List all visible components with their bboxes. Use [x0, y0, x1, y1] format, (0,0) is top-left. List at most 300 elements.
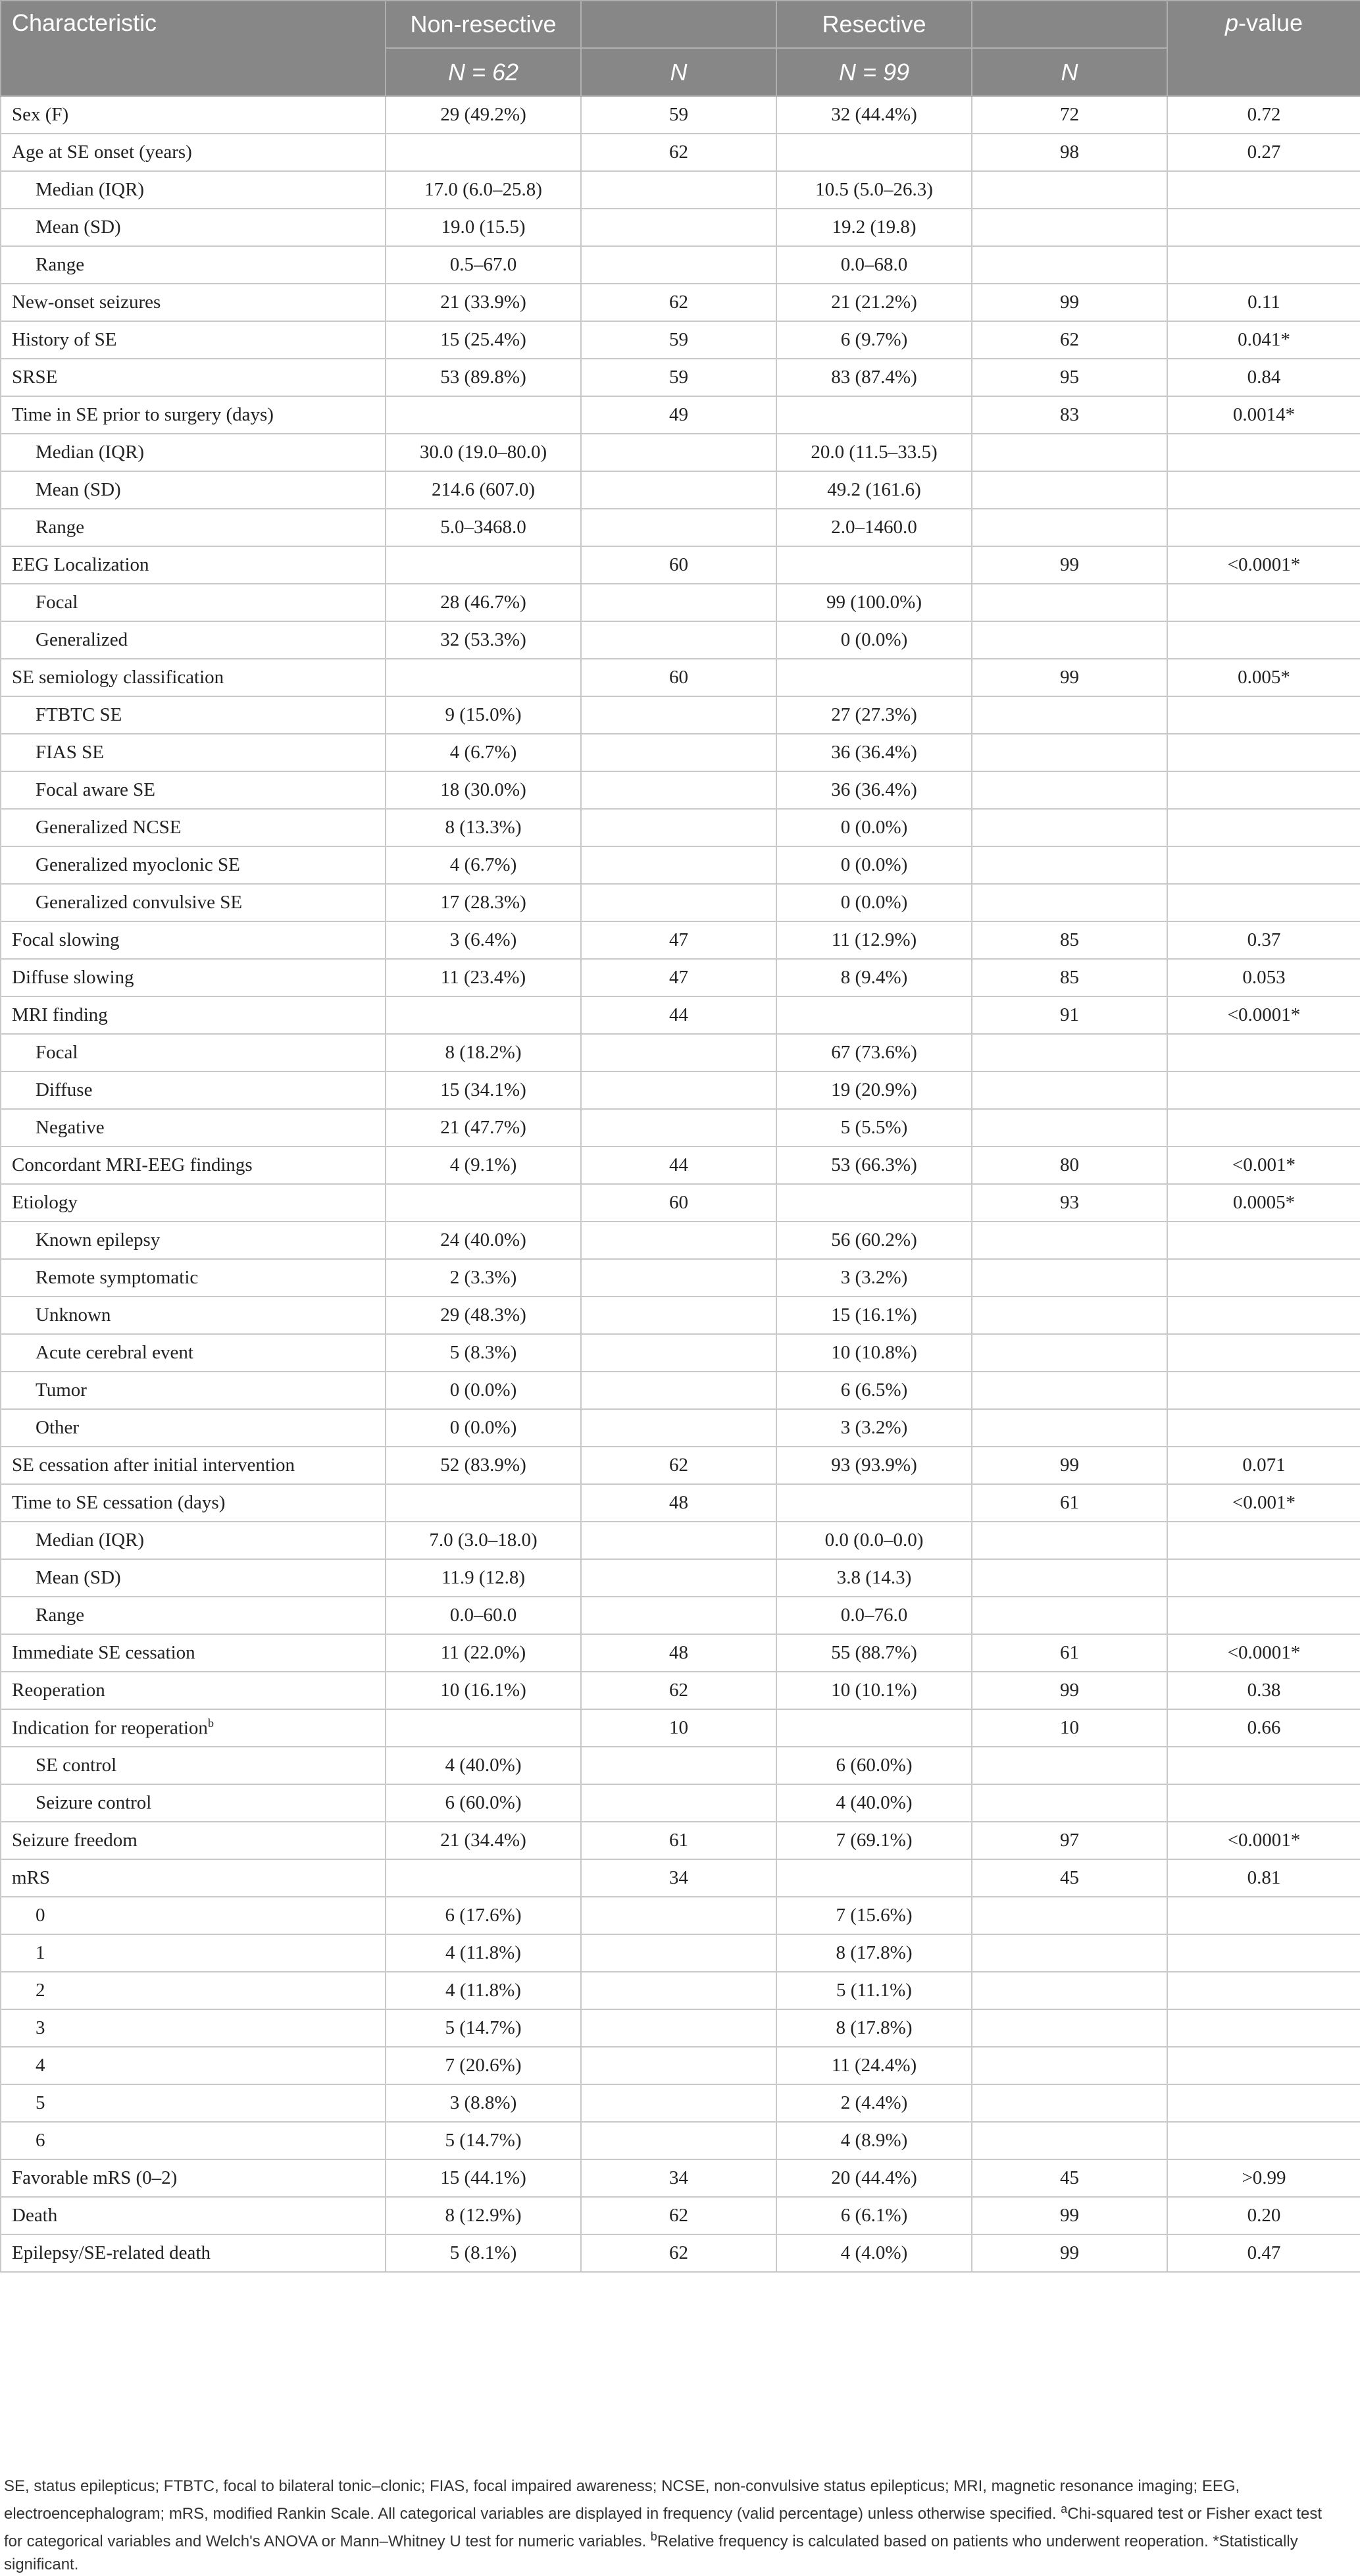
cell-p-value [1167, 1447, 1360, 1484]
table-row [1, 1222, 1360, 1259]
cell-non-resective [386, 2122, 581, 2159]
cell-n-non-resective [581, 1071, 776, 1109]
cell-non-resective [386, 2234, 581, 2272]
cell-n-non-resective [581, 1597, 776, 1634]
cell-n-non-resective [581, 621, 776, 659]
cell-resective [776, 1334, 972, 1372]
cell-non-resective [386, 996, 581, 1034]
cell-non-resective-text: 15 (34.1%) [440, 1079, 526, 1100]
cell-non-resective [386, 1709, 581, 1747]
cell-n-non-resective [581, 1672, 776, 1709]
table-row [1, 209, 1360, 246]
table-row [1, 1034, 1360, 1071]
cell-p-value [1167, 996, 1360, 1034]
cell-characteristic-text: EEG Localization [12, 554, 149, 575]
cell-resective [776, 434, 972, 471]
table-row [1, 659, 1360, 696]
table-row [1, 2197, 1360, 2234]
cell-non-resective [386, 1222, 581, 1259]
cell-p-value-text: 0.053 [1242, 967, 1286, 988]
cell-resective [776, 1672, 972, 1709]
cell-non-resective-text: 0.5–67.0 [449, 254, 517, 275]
cell-n-non-resective [581, 2197, 776, 2234]
cell-characteristic-text: Focal slowing [12, 929, 120, 950]
cell-n-resective [972, 1146, 1167, 1184]
cell-n-non-resective [581, 921, 776, 959]
cell-non-resective-text: 4 (40.0%) [445, 1755, 522, 1776]
cell-n-resective [972, 1747, 1167, 1784]
footnote-note-b: Relative frequency is calculated based on patients who underwent reoperation. *Statistically significant. [4, 2533, 1298, 2573]
cell-p-value-text: 0.47 [1247, 2242, 1281, 2263]
cell-n-non-resective-text: 47 [669, 967, 688, 988]
cell-n-resective-text: 99 [1060, 667, 1079, 688]
cell-resective-text: 0 (0.0%) [840, 892, 908, 913]
cell-non-resective [386, 546, 581, 584]
cell-n-resective [972, 1184, 1167, 1222]
cell-n-non-resective [581, 321, 776, 359]
cell-p-value [1167, 1522, 1360, 1559]
cell-non-resective [386, 884, 581, 921]
cell-non-resective-text: 4 (6.7%) [449, 742, 517, 763]
cell-characteristic [1, 1634, 386, 1672]
cell-resective-text: 5 (11.1%) [836, 1980, 912, 2001]
table-row [1, 1447, 1360, 1484]
cell-characteristic [1, 2234, 386, 2272]
cell-non-resective [386, 434, 581, 471]
table-row [1, 96, 1360, 134]
cell-non-resective-text: 5 (14.7%) [445, 2017, 522, 2038]
cell-characteristic [1, 1484, 386, 1522]
cell-characteristic-text: Median (IQR) [36, 442, 145, 463]
cell-p-value [1167, 434, 1360, 471]
cell-characteristic-text: New-onset seizures [12, 292, 161, 313]
cell-non-resective-text: 15 (25.4%) [440, 329, 526, 350]
table-row [1, 1897, 1360, 1934]
cell-characteristic [1, 1184, 386, 1222]
cell-characteristic [1, 1372, 386, 1409]
cell-characteristic-text: Generalized [36, 629, 128, 650]
table-row [1, 1484, 1360, 1522]
cell-p-value [1167, 2122, 1360, 2159]
cell-n-resective [972, 1222, 1167, 1259]
cell-characteristic [1, 1034, 386, 1071]
cell-n-resective [972, 434, 1167, 471]
cell-non-resective-text: 7.0 (3.0–18.0) [429, 1530, 538, 1551]
cell-characteristic-text: History of SE [12, 329, 117, 350]
cell-n-resective [972, 1372, 1167, 1409]
cell-non-resective [386, 1634, 581, 1672]
cell-resective [776, 1034, 972, 1071]
table-row [1, 1972, 1360, 2009]
cell-n-resective-text: 80 [1060, 1154, 1079, 1175]
cell-characteristic-text: Immediate SE cessation [12, 1642, 195, 1663]
cell-characteristic-text: Other [36, 1417, 80, 1438]
cell-n-resective [972, 2197, 1167, 2234]
cell-resective [776, 1859, 972, 1897]
cell-resective [776, 171, 972, 209]
cell-resective [776, 1522, 972, 1559]
cell-characteristic [1, 321, 386, 359]
cell-n-non-resective-text: 44 [669, 1004, 688, 1025]
cell-non-resective [386, 1484, 581, 1522]
cell-n-non-resective [581, 96, 776, 134]
cell-non-resective-text: 6 (17.6%) [445, 1905, 522, 1926]
cell-p-value [1167, 284, 1360, 321]
cell-non-resective [386, 246, 581, 284]
cell-n-non-resective [581, 1859, 776, 1897]
cell-non-resective [386, 1409, 581, 1447]
cell-characteristic [1, 209, 386, 246]
cell-n-non-resective [581, 509, 776, 546]
cell-n-resective-text: 99 [1060, 1455, 1079, 1476]
cell-resective [776, 771, 972, 809]
cell-resective-text: 20.0 (11.5–33.5) [811, 442, 938, 463]
cell-non-resective-text: 0 (0.0%) [449, 1417, 517, 1438]
cell-non-resective-text: 10 (16.1%) [440, 1680, 526, 1701]
cell-n-non-resective-text: 59 [669, 367, 688, 388]
cell-n-resective [972, 1109, 1167, 1146]
cell-non-resective [386, 1784, 581, 1822]
cell-non-resective [386, 1297, 581, 1334]
cell-n-non-resective [581, 134, 776, 171]
table-row [1, 471, 1360, 509]
cell-n-non-resective [581, 434, 776, 471]
cell-n-non-resective [581, 996, 776, 1034]
cell-n-resective [972, 1071, 1167, 1109]
cell-p-value [1167, 1972, 1360, 2009]
cell-n-resective-text: 91 [1060, 1004, 1079, 1025]
cell-n-resective [972, 284, 1167, 321]
cell-non-resective-text: 11 (22.0%) [440, 1642, 526, 1663]
cell-n-resective-text: 95 [1060, 367, 1079, 388]
cell-characteristic-text: SE semiology classification [12, 667, 224, 688]
cell-n-non-resective-text: 61 [669, 1830, 688, 1851]
cell-n-resective [972, 1597, 1167, 1634]
cell-p-value-text: 0.005* [1238, 667, 1290, 688]
cell-resective-text: 93 (93.9%) [831, 1455, 917, 1476]
table-row [1, 359, 1360, 396]
cell-n-non-resective [581, 1972, 776, 2009]
cell-characteristic [1, 1859, 386, 1897]
cell-resective-text: 0 (0.0%) [840, 854, 908, 875]
cell-characteristic [1, 696, 386, 734]
cell-non-resective-text: 2 (3.3%) [449, 1267, 517, 1288]
cell-p-value [1167, 1597, 1360, 1634]
cell-characteristic-text: Time in SE prior to surgery (days) [12, 404, 274, 425]
cell-characteristic-text: Mean (SD) [36, 1567, 121, 1588]
cell-p-value-text: >0.99 [1242, 2167, 1286, 2188]
cell-resective [776, 2234, 972, 2272]
table-row [1, 921, 1360, 959]
cell-characteristic [1, 134, 386, 171]
cell-non-resective [386, 2047, 581, 2084]
cell-n-resective-text: 99 [1060, 1680, 1079, 1701]
cell-n-non-resective [581, 1484, 776, 1522]
cell-n-resective [972, 1822, 1167, 1859]
cell-non-resective [386, 209, 581, 246]
cell-characteristic-text: Range [36, 1605, 85, 1626]
table-row [1, 1109, 1360, 1146]
cell-n-resective-text: 85 [1060, 967, 1079, 988]
cell-non-resective [386, 1447, 581, 1484]
cell-characteristic [1, 1334, 386, 1372]
cell-characteristic [1, 1672, 386, 1709]
cell-n-non-resective-text: 47 [669, 929, 688, 950]
cell-n-non-resective-text: 62 [669, 292, 688, 313]
cell-p-value [1167, 1259, 1360, 1297]
cell-resective-text: 10 (10.8%) [831, 1342, 917, 1363]
cell-characteristic-text: Mean (SD) [36, 479, 121, 500]
cell-n-resective [972, 359, 1167, 396]
cell-resective-text: 4 (40.0%) [836, 1792, 913, 1813]
cell-non-resective [386, 1597, 581, 1634]
cell-non-resective-text: 53 (89.8%) [440, 367, 526, 388]
cell-characteristic [1, 396, 386, 434]
table-row [1, 959, 1360, 996]
cell-non-resective-text: 17 (28.3%) [440, 892, 526, 913]
cell-non-resective [386, 134, 581, 171]
cell-non-resective [386, 2197, 581, 2234]
cell-characteristic-text: 4 [36, 2055, 45, 2076]
cell-n-non-resective [581, 2009, 776, 2047]
cell-n-resective-text: 98 [1060, 142, 1079, 163]
cell-non-resective-text: 5 (8.3%) [449, 1342, 517, 1363]
cell-n-resective [972, 1484, 1167, 1522]
cell-resective [776, 1071, 972, 1109]
cell-p-value [1167, 1109, 1360, 1146]
cell-resective [776, 1146, 972, 1184]
cell-n-resective [972, 1447, 1167, 1484]
cell-non-resective-text: 5.0–3468.0 [440, 517, 526, 538]
cell-n-resective [972, 2122, 1167, 2159]
cell-characteristic [1, 1146, 386, 1184]
cell-n-resective [972, 659, 1167, 696]
table-row [1, 1934, 1360, 1972]
cell-n-resective [972, 134, 1167, 171]
cell-characteristic-text: Known epilepsy [36, 1229, 161, 1250]
cell-p-value [1167, 846, 1360, 884]
cell-non-resective-text: 3 (8.8%) [449, 2092, 517, 2113]
cell-characteristic [1, 996, 386, 1034]
cell-resective-text: 0.0 (0.0–0.0) [824, 1530, 924, 1551]
cell-p-value-text: 0.0005* [1232, 1192, 1296, 1213]
cell-n-non-resective-text: 10 [669, 1717, 688, 1738]
cell-resective [776, 1222, 972, 1259]
cell-characteristic-text: Generalized NCSE [36, 817, 182, 838]
cell-characteristic-text: Remote symptomatic [36, 1267, 199, 1288]
cell-resective [776, 2009, 972, 2047]
cell-characteristic-text: Unknown [36, 1304, 111, 1326]
cell-p-value [1167, 471, 1360, 509]
cell-resective [776, 659, 972, 696]
cell-n-non-resective-text: 60 [669, 667, 688, 688]
cell-characteristic-text: Epilepsy/SE-related death [12, 2242, 211, 2263]
cell-characteristic [1, 1259, 386, 1297]
cell-characteristic [1, 734, 386, 771]
cell-resective [776, 246, 972, 284]
cell-resective-text: 20 (44.4%) [831, 2167, 917, 2188]
cell-characteristic [1, 584, 386, 621]
cell-p-value-text: <0.0001* [1227, 1642, 1301, 1663]
cell-resective-text: 11 (24.4%) [831, 2055, 917, 2076]
cell-resective [776, 1709, 972, 1747]
header-resective: Resective [776, 1, 972, 48]
cell-n-resective [972, 621, 1167, 659]
cell-characteristic-text: Diffuse slowing [12, 967, 134, 988]
cell-p-value [1167, 2009, 1360, 2047]
cell-non-resective [386, 171, 581, 209]
cell-superscript: b [207, 1716, 214, 1730]
cell-resective-text: 83 (87.4%) [831, 367, 917, 388]
cell-n-non-resective-text: 59 [669, 329, 688, 350]
table-row [1, 546, 1360, 584]
cell-n-non-resective [581, 1747, 776, 1784]
cell-resective [776, 1297, 972, 1334]
cell-non-resective [386, 1672, 581, 1709]
cell-p-value [1167, 171, 1360, 209]
cell-characteristic-text: Etiology [12, 1192, 78, 1213]
cell-n-non-resective [581, 1297, 776, 1334]
cell-p-value-text: 0.041* [1238, 329, 1290, 350]
cell-n-resective [972, 209, 1167, 246]
cell-non-resective-text: 21 (47.7%) [440, 1117, 526, 1138]
cell-n-non-resective [581, 246, 776, 284]
cell-n-resective-text: 62 [1060, 329, 1079, 350]
cell-p-value [1167, 1372, 1360, 1409]
cell-resective [776, 2159, 972, 2197]
cell-non-resective [386, 921, 581, 959]
cell-n-non-resective [581, 846, 776, 884]
cell-n-resective [972, 546, 1167, 584]
cell-n-resective-text: 61 [1060, 1492, 1079, 1513]
cell-non-resective [386, 1109, 581, 1146]
cell-n-non-resective [581, 2234, 776, 2272]
cell-n-non-resective [581, 546, 776, 584]
cell-p-value-text: 0.66 [1247, 1717, 1281, 1738]
cell-resective [776, 1409, 972, 1447]
cell-non-resective-text: 24 (40.0%) [440, 1229, 526, 1250]
cell-p-value [1167, 959, 1360, 996]
cell-n-resective-text: 61 [1060, 1642, 1079, 1663]
cell-non-resective [386, 509, 581, 546]
cell-p-value [1167, 2084, 1360, 2122]
cell-resective [776, 846, 972, 884]
footnote-sup-a: a [1061, 2502, 1068, 2515]
header-p-italic: p [1224, 9, 1238, 36]
cell-non-resective [386, 1034, 581, 1071]
cell-characteristic [1, 1522, 386, 1559]
table-row [1, 1334, 1360, 1372]
cell-non-resective [386, 1972, 581, 2009]
cell-p-value [1167, 771, 1360, 809]
cell-n-resective-text: 97 [1060, 1830, 1079, 1851]
cell-n-resective-text: 99 [1060, 2242, 1079, 2263]
cell-n-non-resective [581, 809, 776, 846]
cell-p-value [1167, 1034, 1360, 1071]
cell-non-resective-text: 15 (44.1%) [440, 2167, 526, 2188]
table-row [1, 1071, 1360, 1109]
table-row [1, 1859, 1360, 1897]
cell-resective-text: 27 (27.3%) [831, 704, 917, 725]
cell-n-non-resective [581, 2047, 776, 2084]
cell-characteristic-text: Reoperation [12, 1680, 105, 1701]
cell-n-non-resective [581, 284, 776, 321]
cell-characteristic-text: Time to SE cessation (days) [12, 1492, 226, 1513]
cell-n-resective [972, 1522, 1167, 1559]
cell-n-non-resective [581, 1784, 776, 1822]
cell-resective [776, 1822, 972, 1859]
cell-non-resective-text: 29 (48.3%) [440, 1304, 526, 1326]
cell-resective [776, 509, 972, 546]
cell-characteristic [1, 1934, 386, 1972]
cell-non-resective [386, 1259, 581, 1297]
cell-resective [776, 209, 972, 246]
cell-n-resective-text: 93 [1060, 1192, 1079, 1213]
cell-p-value-text: <0.0001* [1227, 1830, 1301, 1851]
cell-p-value [1167, 1184, 1360, 1222]
cell-resective [776, 96, 972, 134]
cell-n-non-resective-text: 48 [669, 1492, 688, 1513]
cell-n-resective [972, 1784, 1167, 1822]
cell-characteristic-text: Sex (F) [12, 104, 69, 125]
cell-characteristic [1, 471, 386, 509]
cell-characteristic-text: Tumor [36, 1379, 87, 1401]
cell-n-resective [972, 959, 1167, 996]
cell-n-non-resective [581, 1034, 776, 1071]
table-row [1, 809, 1360, 846]
cell-n-non-resective [581, 1222, 776, 1259]
cell-non-resective [386, 696, 581, 734]
cell-characteristic-text: Acute cerebral event [36, 1342, 193, 1363]
cell-characteristic [1, 921, 386, 959]
cell-n-resective [972, 321, 1167, 359]
cell-resective [776, 1784, 972, 1822]
cell-resective-text: 7 (69.1%) [836, 1830, 913, 1851]
cell-resective [776, 584, 972, 621]
cell-characteristic [1, 959, 386, 996]
cell-resective [776, 2084, 972, 2122]
cell-n-resective [972, 1334, 1167, 1372]
cell-n-non-resective [581, 1522, 776, 1559]
cell-non-resective-text: 4 (9.1%) [449, 1154, 517, 1175]
table-row [1, 2159, 1360, 2197]
cell-characteristic [1, 1747, 386, 1784]
cell-non-resective-text: 8 (13.3%) [445, 817, 522, 838]
cell-n-resective [972, 171, 1167, 209]
table-row [1, 1259, 1360, 1297]
cell-n-non-resective [581, 1822, 776, 1859]
cell-resective [776, 1372, 972, 1409]
table-body [1, 96, 1360, 2272]
cell-characteristic-text: Age at SE onset (years) [12, 142, 192, 163]
cell-resective [776, 546, 972, 584]
cell-n-resective-text: 45 [1060, 2167, 1079, 2188]
cell-non-resective-text: 21 (34.4%) [440, 1830, 526, 1851]
cell-n-resective [972, 1559, 1167, 1597]
cell-resective [776, 696, 972, 734]
cell-p-value [1167, 1709, 1360, 1747]
table-row [1, 396, 1360, 434]
table-row [1, 1822, 1360, 1859]
cell-non-resective-text: 8 (12.9%) [445, 2205, 522, 2226]
cell-n-non-resective-text: 62 [669, 142, 688, 163]
table-row [1, 696, 1360, 734]
cell-characteristic-text: Favorable mRS (0–2) [12, 2167, 178, 2188]
cell-n-resective-text: 99 [1060, 2205, 1079, 2226]
cell-non-resective [386, 959, 581, 996]
cell-resective-text: 4 (4.0%) [840, 2242, 908, 2263]
cell-p-value-text: 0.37 [1247, 929, 1281, 950]
